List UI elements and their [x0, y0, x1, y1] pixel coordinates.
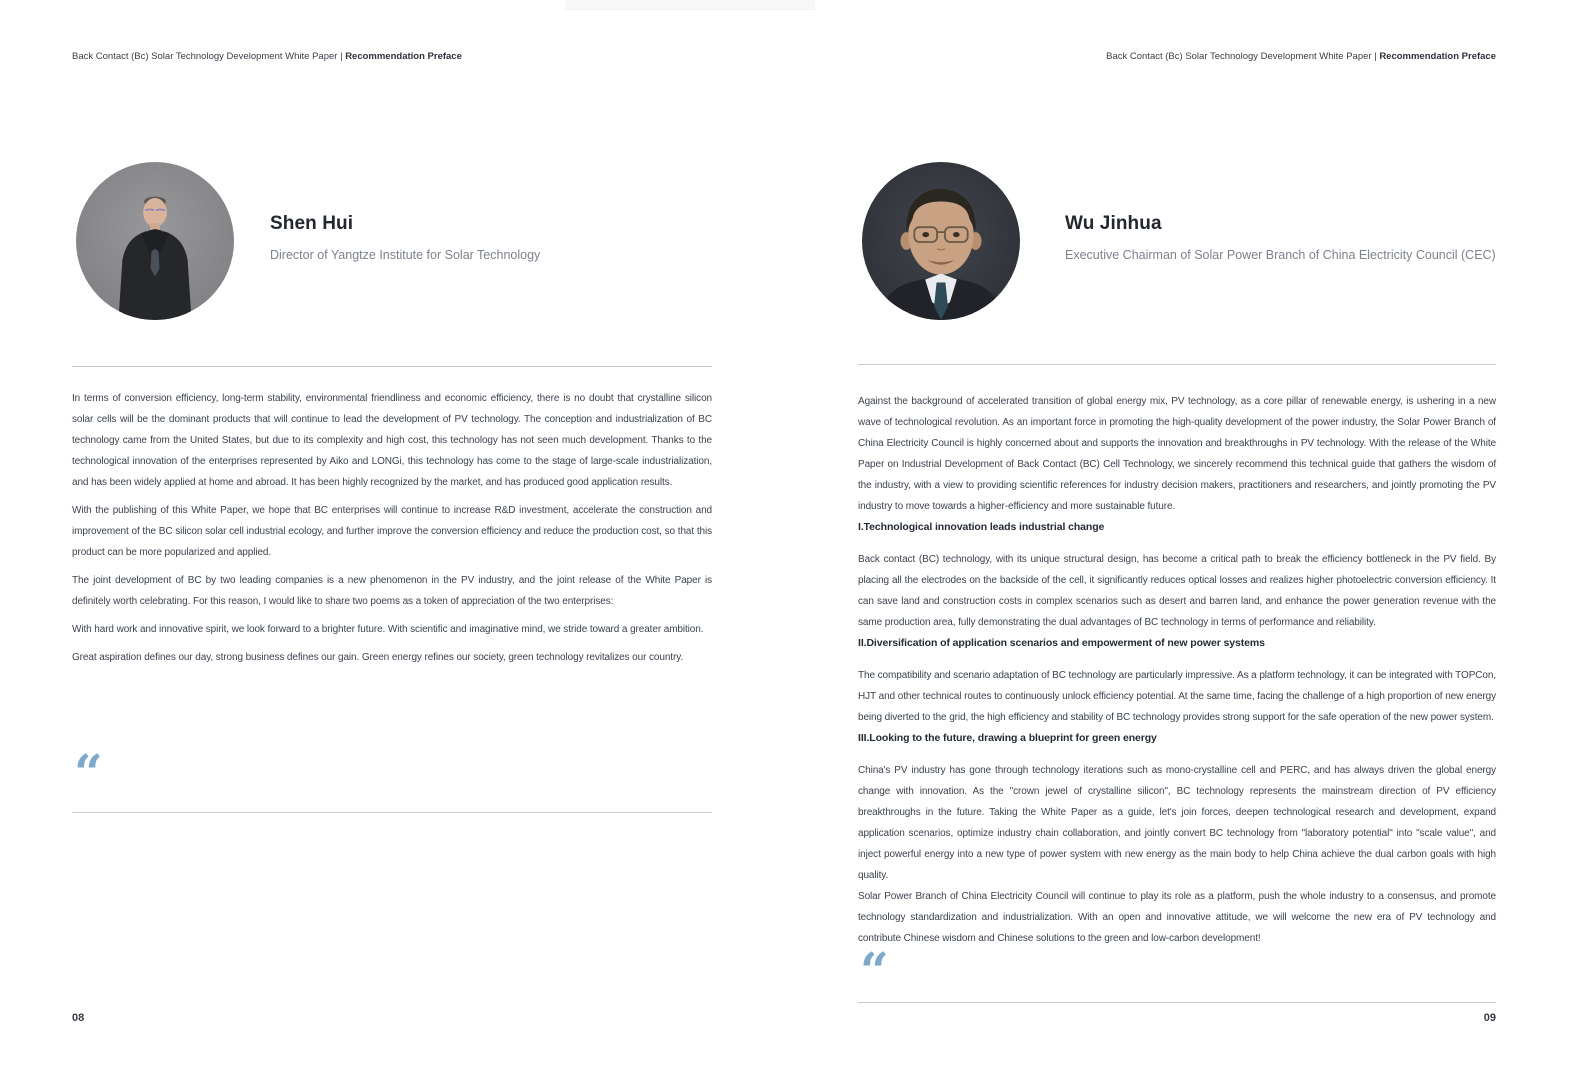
avatar-wu-jinhua [862, 162, 1020, 320]
section-body-2: The compatibility and scenario adaptation of BC technology are particularly impressive. As a platform technology, it can be integrated with TOPCon, HJT and other technical routes to continuously unlock efficiency potential. At the same time, facing the challenge of a high proportion of new energy being diverted to the grid, the high efficiency and stability of BC technology provides strong support for the safe operation of the new power system. [858, 670, 1496, 723]
section-divider [858, 364, 1496, 365]
profile-name: Shen Hui [270, 213, 354, 234]
paragraph-2: With the publishing of this White Paper, we hope that BC enterprises will continue to increase R&D investment, accelerate the construction and improvement of the BC silicon solar cell industrial ecology, and further improve the conversion efficiency and reduce the production cost, so that this product can be more popularized and applied. [72, 505, 712, 558]
body-text [72, 388, 712, 675]
profile-title: Director of Yangtze Institute for Solar Technology [270, 248, 541, 262]
paragraph-4: With hard work and innovative spirit, we look forward to a brighter future. With scientific and imaginative mind, we stride toward a greater ambition. [72, 624, 704, 635]
avatar-shen-hui [76, 162, 234, 320]
quote-divider [858, 1002, 1496, 1003]
page-header [72, 51, 712, 62]
section-body-1: Back contact (BC) technology, with its unique structural design, has become a critical path to break the efficiency bottleneck in the PV field. By placing all the electrodes on the backside of the cell, it significantly reduces optical losses and realizes higher photoelectric conversion efficiency. It can save land and construction costs in complex scenarios such as desert and barren land, and enhance the power generation revenue with the same production area, fully demonstrating the dual advantages of BC technology in terms of performance and reliability. [858, 554, 1496, 628]
header-separator: | [1374, 51, 1380, 62]
page-right [858, 0, 1496, 1080]
header-section: Recommendation Preface [1379, 51, 1496, 62]
closing-paragraph: Solar Power Branch of China Electricity Council will continue to play its role as a platform, push the whole industry to a consensus, and promote technology standardization and industrialization. With an open and innovative attitude, we will welcome the new era of PV technology and contribute Chinese wisdom and Chinese solutions to the green and low-carbon development! [858, 891, 1496, 944]
section-heading-2: II.Diversification of application scenarios and empowerment of new power systems [858, 637, 1265, 649]
quote-mark-icon: “ [74, 743, 103, 802]
body-text [858, 391, 1496, 949]
header-title: Back Contact (Bc) Solar Technology Development White Paper [72, 51, 341, 62]
header-separator: | [340, 51, 346, 62]
header-section: Recommendation Preface [345, 51, 462, 62]
section-heading-1: I.Technological innovation leads industrial change [858, 521, 1105, 533]
profile-name: Wu Jinhua [1065, 213, 1162, 234]
header-title: Back Contact (Bc) Solar Technology Development White Paper [1106, 51, 1375, 62]
paragraph-1: In terms of conversion efficiency, long-term stability, environmental friendliness and economic efficiency, there is no doubt that crystalline silicon solar cells will be the dominant products that will continue to lead the development of PV technology. The conception and industrialization of BC technology came from the United States, but due to its complexity and high cost, this technology has not seen much development. Thanks to the technological innovation of the enterprises represented by Aiko and LONGi, this technology has come to the stage of large-scale industrialization, and has been widely applied at home and abroad. It has been highly recognized by the market, and has produced good application results. [72, 393, 712, 488]
page-header [858, 51, 1496, 62]
page-number: 09 [1483, 1012, 1496, 1024]
section-body-3: China's PV industry has gone through technology iterations such as mono-crystalline cell and PERC, and has always driven the global energy change with innovation. As the "crown jewel of crystalline silicon", BC technology represents the mainstream direction of PV efficiency breakthroughs in the future. Taking the White Paper as a guide, let's join forces, deepen technological research and development, expand application scenarios, optimize industry chain collaboration, and jointly convert BC technology from "laboratory potential" into "scale value", and inject powerful energy into a new type of power system with new energy as the main body to help China achieve the dual carbon goals with high quality. [858, 765, 1496, 881]
paragraph-3: The joint development of BC by two leading companies is a new phenomenon in the PV industry, and the joint release of the White Paper is definitely worth celebrating. For this reason, I would like to share two poems as a token of appreciation of the two enterprises: [72, 575, 712, 607]
section-divider [72, 366, 712, 367]
intro-paragraph: Against the background of accelerated transition of global energy mix, PV technology, as a core pillar of renewable energy, is ushering in a new wave of technological revolution. As an important force in promoting the high-quality development of the power industry, the Solar Power Branch of China Electricity Council is highly concerned about and supports the innovation and breakthroughs in PV technology. With the release of the White Paper on Industrial Development of Back Contact (BC) Cell Technology, we sincerely recommend this technical guide that gathers the wisdom of the industry, with a view to providing scientific references for industry decision makers, practitioners and researchers, and jointly promoting the PV industry to move towards a higher-efficiency and more sustainable future. [858, 396, 1496, 512]
section-heading-3: III.Looking to the future, drawing a blueprint for green energy [858, 732, 1157, 744]
page-number: 08 [72, 1012, 85, 1024]
page-left [72, 0, 712, 1080]
portrait-man-glasses-illustration [862, 162, 1020, 320]
quote-mark-icon: “ [860, 941, 889, 1000]
paragraph-5: Great aspiration defines our day, strong business defines our gain. Green energy refines our society, green technology revitalizes our country. [72, 652, 684, 663]
quote-divider [72, 812, 712, 813]
profile-title: Executive Chairman of Solar Power Branch of China Electricity Council (CEC) [1065, 248, 1496, 262]
portrait-man-suit-illustration [76, 162, 234, 320]
